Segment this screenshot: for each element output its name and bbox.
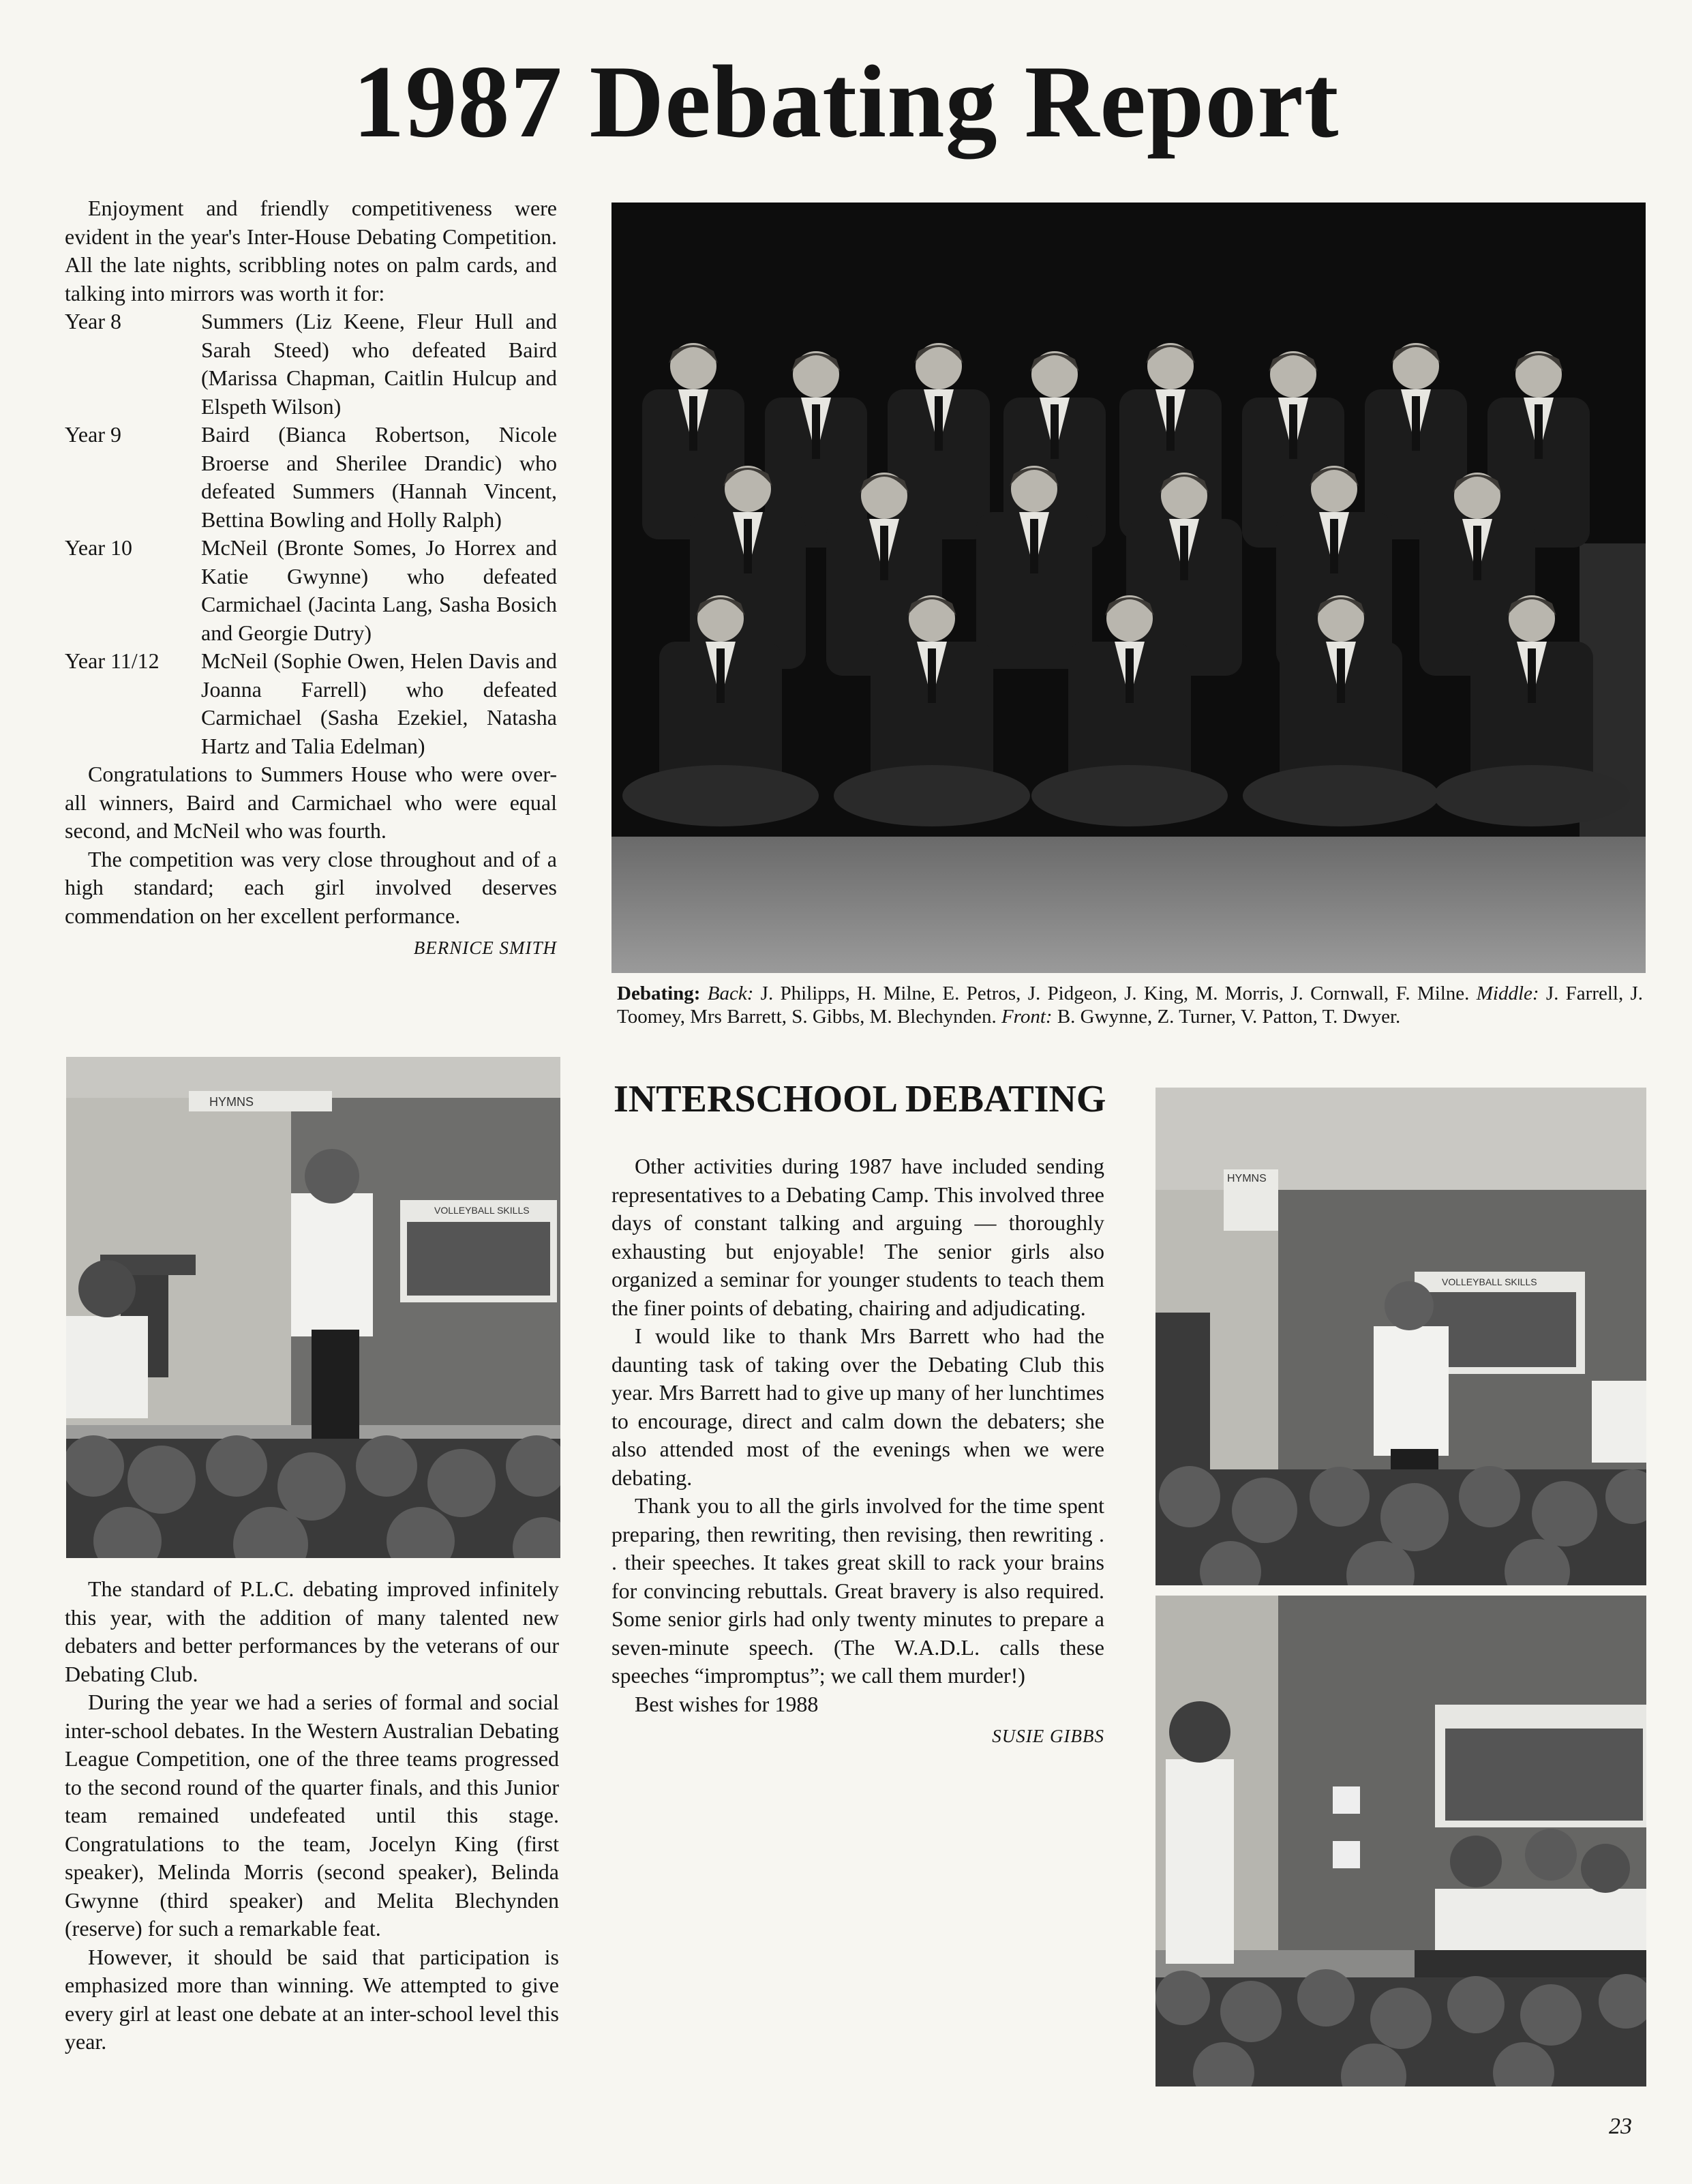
intro-paragraph: Enjoyment and friendly competitiveness were evident in the year's Inter-House Debating Competition. All the late nights, scribbling notes on palm cards, and talking into mirrors was worth it for:: [65, 196, 557, 305]
result-year: Year 10: [65, 535, 132, 560]
result-row: [65, 421, 557, 534]
caption-front-names: B. Gwynne, Z. Turner, V. Patton, T. Dwyer.: [1057, 1006, 1401, 1028]
thanks-girls-paragraph: Thank you to all the girls involved for the time spent preparing, then rewriting, then revising, then rewriting . . their speeches. It takes great skill to rack your brains for convincing rebuttals. Great bravery is also required. Some senior girls had only twenty minutes to prepare a seven-minute speech. (The W.A.D.L. calls these speeches “impromptus”; we call them murder!): [611, 1493, 1104, 1688]
standard-paragraph: The standard of P.L.C. debating improved infinitely this year, with the addition of many talented new debaters and better performances by the veterans of our Debating Club.: [65, 1576, 559, 1686]
group-photo-caption: [617, 982, 1643, 1028]
page-title: 1987 Debating Report: [352, 44, 1340, 159]
author-byline: SUSIE GIBBS: [992, 1726, 1104, 1746]
result-text: Baird (Bianca Robertson, Nicole Broerse and Sherilee Drandic) who defeated Summers (Hannah Vincent, Bettina Bowling and Holly Ralph): [201, 422, 557, 532]
team-group-photo: [611, 203, 1646, 973]
caption-back-label: Back:: [707, 983, 754, 1004]
result-text: McNeil (Sophie Owen, Helen Davis and Joanna Farrell) who defeated Carmichael (Sasha Ezekiel, Natasha Hartz and Talia Edelman): [201, 648, 557, 758]
hymns-sign-right: HYMNS: [1227, 1173, 1267, 1184]
best-wishes-paragraph: Best wishes for 1988: [635, 1691, 819, 1716]
caption-front-label: Front:: [1001, 1006, 1053, 1028]
interschool-report: [611, 1152, 1104, 1751]
debate-speaker-photo-right-bottom: [1155, 1596, 1646, 2086]
participation-paragraph: However, it should be said that participation is emphasized more than winning. We attempted to give every girl at least one debate at an inter-school level this year.: [65, 1944, 559, 2054]
debate-speaker-photo-right-top: [1155, 1088, 1646, 1585]
congrats-paragraph: Congratulations to Summers House who were over-all winners, Baird and Carmichael who were equal second, and McNeil who was fourth.: [65, 762, 557, 843]
activities-paragraph: Other activities during 1987 have included sending representatives to a Debating Camp. This involved three days of constant talking and arguing — thoroughly exhausting but enjoyable! The senior girls also organized a seminar for younger students to teach them the finer points of debating, chairing and adjudicating.: [611, 1154, 1104, 1320]
thanks-barrett-paragraph: I would like to thank Mrs Barrett who had the daunting task of taking over the Debating Club this year. Mrs Barrett had to give up many of her lunchtimes to encourage, direct and calm down the debaters; she also attended most of the evenings when we were debating.: [611, 1323, 1104, 1490]
result-row: [65, 647, 557, 760]
result-row: [65, 308, 557, 421]
closing-paragraph: The competition was very close throughout and of a high standard; each girl involved deserves commendation on her excellent performance.: [65, 846, 557, 928]
caption-label: Debating:: [617, 983, 701, 1004]
results-list: [65, 308, 557, 760]
inter-house-report: [65, 194, 557, 963]
volleyball-sign-left: VOLLEYBALL SKILLS: [434, 1205, 530, 1216]
caption-middle-names: J. Farrell, J. Toomey, Mrs Barrett, S. Gibbs, M. Blechynden.: [617, 983, 1644, 1028]
interschool-heading: INTERSCHOOL DEBATING: [614, 1078, 1106, 1120]
interschool-standard-report: [65, 1575, 559, 2056]
debate-speaker-photo-left: [66, 1057, 560, 1558]
result-text: Summers (Liz Keene, Fleur Hull and Sarah Steed) who defeated Baird (Marissa Chapman, Caitlin Hulcup and Elspeth Wilson): [201, 309, 557, 419]
page-number: 23: [1609, 2114, 1632, 2139]
result-row: [65, 534, 557, 647]
result-year: Year 11/12: [65, 648, 160, 673]
hymns-sign-left: HYMNS: [209, 1095, 254, 1109]
result-year: Year 8: [65, 309, 121, 333]
author-byline: BERNICE SMITH: [413, 938, 557, 958]
caption-back-names: J. Philipps, H. Milne, E. Petros, J. Pidgeon, J. King, M. Morris, J. Cornwall, F. Milne.: [760, 983, 1470, 1004]
volleyball-sign-right: VOLLEYBALL SKILLS: [1442, 1276, 1537, 1287]
caption-middle-label: Middle:: [1476, 983, 1539, 1004]
series-paragraph: During the year we had a series of formal and social inter-school debates. In the Western Australian Debating League Competition, one of the three teams progressed to the second round of the quarter finals, and this Junior team remained undefeated until this stage. Congratulations to the team, Jocelyn King (first speaker), Melinda Morris (second speaker), Belinda Gwynne (third speaker) and Melita Blechynden (reserve) for such a remarkable feat.: [65, 1690, 559, 1941]
result-text: McNeil (Bronte Somes, Jo Horrex and Katie Gwynne) who defeated Carmichael (Jacinta Lang, Sasha Bosich and Georgie Dutry): [201, 535, 557, 645]
result-year: Year 9: [65, 422, 121, 447]
